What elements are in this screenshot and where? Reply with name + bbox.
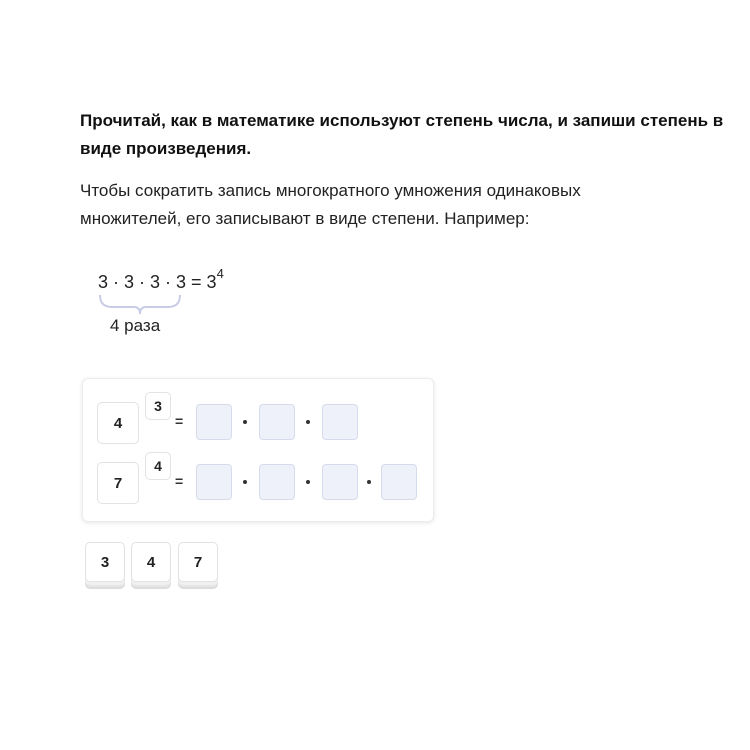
exponent-card: 4 [145, 452, 171, 480]
task-title: Прочитай, как в математике используют степень числа, и запиши степень в виде произведения. [80, 111, 724, 158]
answer-slot[interactable] [322, 464, 358, 500]
answer-tile-4[interactable]: 4 [131, 542, 171, 582]
example-block [98, 265, 258, 345]
answer-slot[interactable] [259, 404, 295, 440]
answer-slot[interactable] [259, 464, 295, 500]
exercise-row [83, 458, 433, 508]
base-card: 4 [97, 402, 139, 444]
brace-icon [98, 293, 182, 315]
multiply-dot [243, 420, 247, 424]
equals-sign: = [175, 413, 184, 429]
answer-slot[interactable] [196, 404, 232, 440]
exercise-row [83, 398, 433, 448]
example-exponent: 4 [216, 266, 224, 281]
base-card: 7 [97, 462, 139, 504]
times-label: 4 раза [110, 316, 161, 335]
multiply-dot [243, 480, 247, 484]
answer-slot[interactable] [381, 464, 417, 500]
multiply-dot [306, 420, 310, 424]
equals-sign: = [175, 473, 184, 489]
example-product: 3 · 3 · 3 · 3 = 3 [98, 272, 217, 292]
multiply-dot [367, 480, 371, 484]
exponent-card: 3 [145, 392, 171, 420]
multiply-dot [306, 480, 310, 484]
exercise-panel [82, 378, 434, 522]
answer-tile-7[interactable]: 7 [178, 542, 218, 582]
answer-slot[interactable] [196, 464, 232, 500]
task-description: Чтобы сократить запись многократного умножения одинаковых множителей, его записывают в виде степени. Например: [80, 181, 581, 228]
answer-slot[interactable] [322, 404, 358, 440]
answer-tile-3[interactable]: 3 [85, 542, 125, 582]
example-expression [98, 266, 224, 293]
